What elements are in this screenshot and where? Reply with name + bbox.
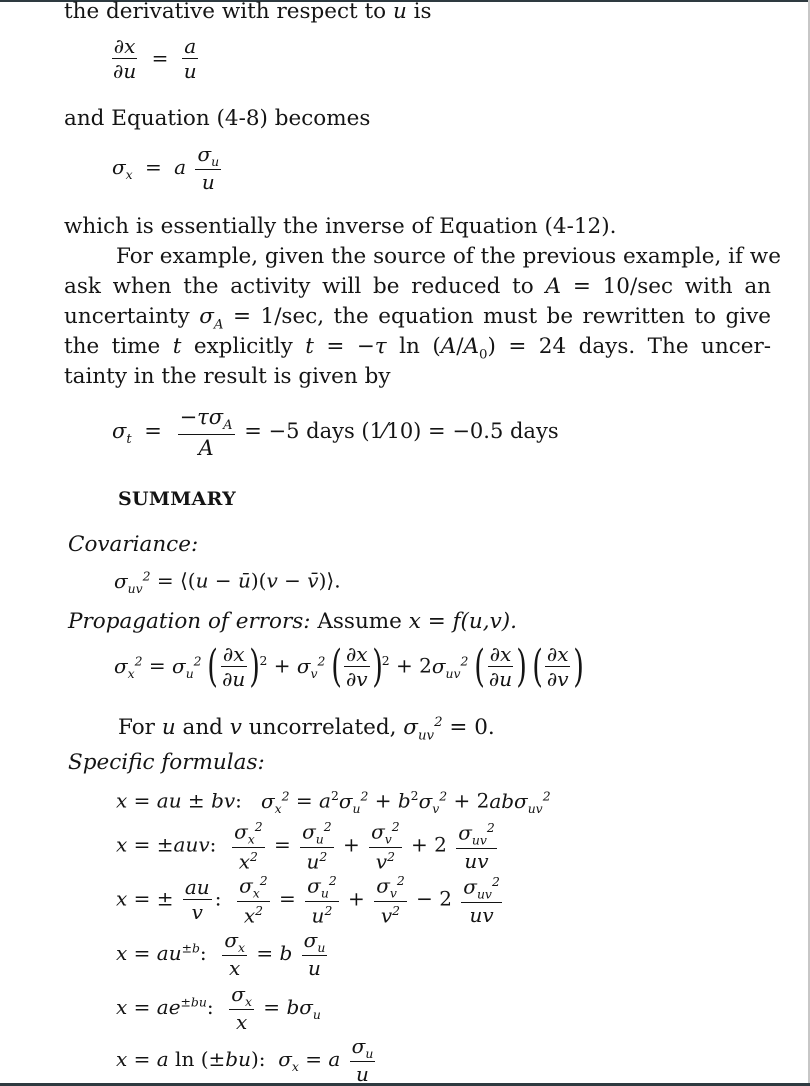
text-line-derivative [64,0,432,27]
formula-log: x = a ln (±bu): $\sigma_x = a$ $\frac{\sigma_u}{u}$ [116,1034,374,1086]
text-becomes: and Equation (4-8) becomes [64,106,371,131]
paragraph-line-5: tainty in the result is given by [64,364,391,389]
text-inverse: which is essentially the inverse of Equation (4-12). [64,214,617,239]
paragraph-line-4: the time t explicitly t = −τ $\ln (A/A_0) = 24$ days. The uncer- [64,334,771,363]
equation-propagation: $\sigma_x^2 = \sigma_u^2$ ( $\frac{\partial x}{\partial u}$ )$^2 + \sigma_v^2$ ( $\frac{\partial x}{\partial v}$ )$^2 + 2\sigma_{uv}^2$ ( $\frac{\partial x}{\partial u}$ ) ( $\frac{\partial x}{\partial v}$ ) [114,641,584,692]
derivative-is: is [413,0,432,24]
covariance-label: Covariance: [68,532,199,557]
derivative-text: the derivative with respect to [64,0,387,24]
formula-ratio: x = ± $\frac{au}{v}$ : $\frac{\sigma_x^2}{x^2}$ = $\frac{\sigma_u^2}{u^2}$ + $\frac{\sigma_v^2}{v^2}$ − 2 $\frac{\sigma_{uv}^2}{uv}$ [116,873,500,928]
propagation-line: Propagation of errors: Assume x = f(u,v). [68,609,517,634]
equation-sigma-t: $\sigma_t$ = $\frac{-\tau\sigma_A}{A}$ = −5 days (1⁄10) = −0.5 days [112,405,559,460]
formula-product: x = ±auv: $\frac{\sigma_x^2}{x^2}$ = $\frac{\sigma_u^2}{u^2}$ + $\frac{\sigma_v^2}{v^2}$ + 2 $\frac{\sigma_{uv}^2}{uv}$ [116,819,495,874]
paragraph-line-1: For example, given the source of the previous example, if we [116,244,781,269]
sigma-t-result: = −5 days (1⁄10) = −0.5 days [244,418,559,443]
summary-heading: SUMMARY [118,488,236,510]
specific-formulas-label: Specific formulas: [68,750,265,775]
paragraph-line-3: uncertainty $\sigma_A = 1/\sec$, the equation must be rewritten to give [64,304,771,333]
formula-exponential: $x = ae^{\pm bu}$: $\frac{\sigma_x}{x}$ = $b\sigma_u$ [116,982,321,1035]
equation-dx-du: $\frac{\partial x}{\partial u}$ = $\frac{a}{u}$ [113,34,197,83]
equation-covariance: $\sigma_{uv}^2$ = ⟨(u − ū)(v − v̄)⟩. [114,568,341,596]
formula-power: $x = au^{\pm b}$: $\frac{\sigma_x}{x}$ = b $\frac{\sigma_u}{u}$ [116,928,326,981]
paragraph-line-2: ask when the activity will be reduced to A = 10/sec with an [64,274,771,299]
equation-sigma-x: $\sigma_x = a$ $\frac{\sigma_u}{u}$ [112,142,220,195]
uncorrelated-line: For u and v uncorrelated, $\sigma_{uv}^2 = 0$. [118,715,495,744]
derivative-var: u [392,0,407,24]
formula-linear: x = au ± bv: $\sigma_x^2 = a^2\sigma_u^2 + b^2\sigma_v^2 + 2ab\sigma_{uv}^2$ [116,788,551,816]
